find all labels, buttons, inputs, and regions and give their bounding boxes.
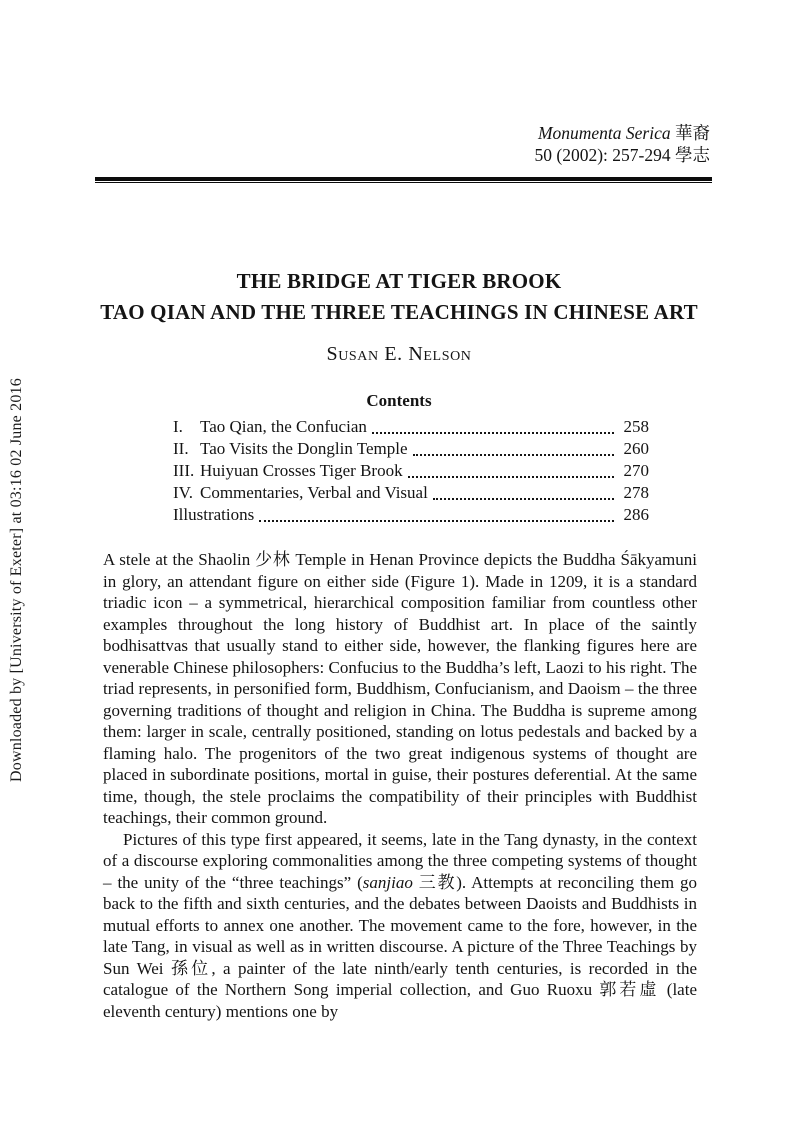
text-run: 三教). Attempts at reconciling them go back to the fifth and sixth centuries, and the debates between Daoists and Buddhists in mutual efforts to annex one another. The movement came to the fore, however, in the late Tang, in visual as well as in written discourse. A picture of the Three Teachings by Sun Wei 孫位, a painter of the late ninth/early tenth centuries, is recorded in the catalogue of the Northern Song imperial collection, and Guo Ruoxu 郭若虛 (late eleventh century) mentions one by bbox=[103, 872, 698, 1021]
header-rule bbox=[95, 177, 712, 183]
toc-entry bbox=[173, 460, 649, 482]
text-run: 華裔 bbox=[670, 123, 710, 143]
journal-header bbox=[535, 122, 710, 166]
toc-dotted-leader bbox=[372, 432, 614, 434]
author-name: Susan E. Nelson bbox=[326, 343, 472, 365]
contents-heading: Contents bbox=[366, 391, 432, 410]
toc-page-number: 258 bbox=[623, 417, 649, 436]
table-of-contents bbox=[173, 416, 649, 526]
toc-title: Commentaries, Verbal and Visual bbox=[200, 483, 428, 502]
toc-title: Illustrations bbox=[173, 505, 255, 524]
header-rule-thin bbox=[95, 182, 712, 183]
toc-title: Tao Visits the Donglin Temple bbox=[200, 439, 408, 458]
toc-entry bbox=[173, 416, 649, 438]
toc-numeral: III. bbox=[173, 461, 195, 480]
toc-numeral: IV. bbox=[173, 483, 193, 502]
toc-title: Huiyuan Crosses Tiger Brook bbox=[200, 461, 403, 480]
text-run: sanjiao bbox=[362, 872, 413, 892]
toc-entry bbox=[173, 504, 649, 526]
toc-page-number: 260 bbox=[623, 439, 649, 458]
journal-title-line bbox=[535, 122, 710, 144]
toc-page-number: 278 bbox=[623, 483, 649, 502]
download-watermark: Downloaded by [University of Exeter] at 03:16 02 June 2016 bbox=[8, 378, 25, 782]
toc-numeral: II. bbox=[173, 439, 189, 458]
toc-page-number: 286 bbox=[623, 505, 649, 524]
article-title-line1: THE BRIDGE AT TIGER BROOK bbox=[236, 269, 562, 293]
toc-numeral: I. bbox=[173, 417, 183, 436]
toc-dotted-leader bbox=[259, 520, 614, 522]
journal-volume-line bbox=[535, 144, 710, 166]
toc-dotted-leader bbox=[413, 454, 614, 456]
header-rule-thick bbox=[95, 177, 712, 181]
toc-dotted-leader bbox=[408, 476, 614, 478]
toc-dotted-leader bbox=[433, 498, 614, 500]
article-body bbox=[103, 549, 697, 1022]
body-paragraph bbox=[103, 549, 697, 829]
body-paragraph bbox=[103, 829, 697, 1023]
text-run: A stele at the Shaolin 少林 Temple in Henan Province depicts the Buddha Śākyamuni in glory, an attendant figure on either side (Figure 1). Made in 1209, it is a standard triadic icon – a symmetrical, hierarchical composition familiar from countless other examples throughout the long history of Buddhist art. In place of the saintly bodhisattvas that usually stand to either side, however, the flanking figures here are venerable Chinese philosophers: Confucius to the Buddha’s left, Laozi to his right. The triad represents, in personified form, Buddhism, Confucianism, and Daoism – the three governing traditions of thought and religion in China. The Buddha is supreme among them: larger in scale, centrally positioned, standing on lotus pedestals and backed by a flaming halo. The progenitors of the two great indigenous systems of thought are placed in subordinate positions, mortal in guise, their postures deferential. At the same time, though, the stele proclaims the compatibility of their principles with Buddhist teachings, their common ground. bbox=[103, 550, 697, 827]
text-run: Pictures of this type first appeared, it seems, late in the Tang dynasty, in the context of a discourse exploring commonalities among the three competing systems of thought – the unity of the “three teachings” ( bbox=[103, 829, 697, 892]
text-run: 50 (2002): 257-294 學志 bbox=[534, 145, 710, 165]
article-title bbox=[100, 266, 698, 328]
text-run: Monumenta Serica bbox=[537, 123, 671, 143]
toc-entry bbox=[173, 482, 649, 504]
toc-title: Tao Qian, the Confucian bbox=[200, 417, 367, 436]
toc-entry bbox=[173, 438, 649, 460]
article-title-line2: TAO QIAN AND THE THREE TEACHINGS IN CHINESE ART bbox=[100, 300, 698, 324]
toc-page-number: 270 bbox=[623, 461, 649, 480]
